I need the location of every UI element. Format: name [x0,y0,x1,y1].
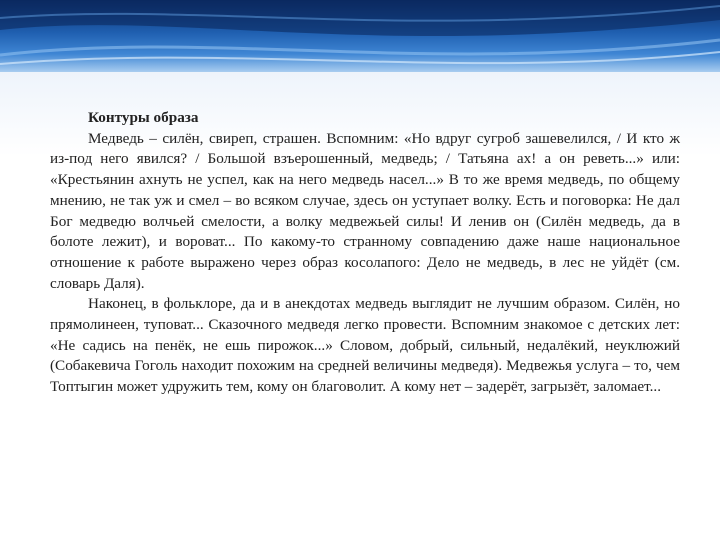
document-text [50,108,680,398]
slide-header-band [0,0,720,72]
header-swoosh-decoration [0,0,720,72]
paragraph-2: Наконец, в фольклоре, да и в анекдотах медведь выглядит не лучшим образом. Силён, но прямолинеен, туповат... Сказочного медведя легко провести. Вспомним знакомое с детских лет: «Не садись на пенёк, не ешь пирожок...» Словом, добрый, сильный, недалёкий, неуклюжий (Собакевича Гоголь находит похожим на средней величины медведя). Медвежья услуга – то, чем Топтыгин может удружить тем, кому он благоволит. А кому нет – задерёт, загрызёт, заломает... [50,295,680,396]
section-heading: Контуры образа [88,109,199,126]
paragraph-1: Медведь – силён, свиреп, страшен. Вспомним: «Но вдруг сугроб зашевелился, / И кто ж из-под него явился? / Большой взъерошенный, медведь; / Татьяна ах! а он реветь...» или: «Крестьянин ахнуть не успел, как на него медведь насел...» В то же время медведь, по общему мнению, не так уж и смел – во всяком случае, здесь он уступает волку. Есть и поговорка: Не дал Бог медведю волчьей смелости, а волку медвежьей силы! И ленив он (Силён медведь, да в болоте лежит), и вороват... По какому-то странному совпадению даже наше национальное отношение к работе выражено через образ косолапого: Дело не медведь, в лес не уйдёт (см. словарь Даля). [50,129,680,292]
